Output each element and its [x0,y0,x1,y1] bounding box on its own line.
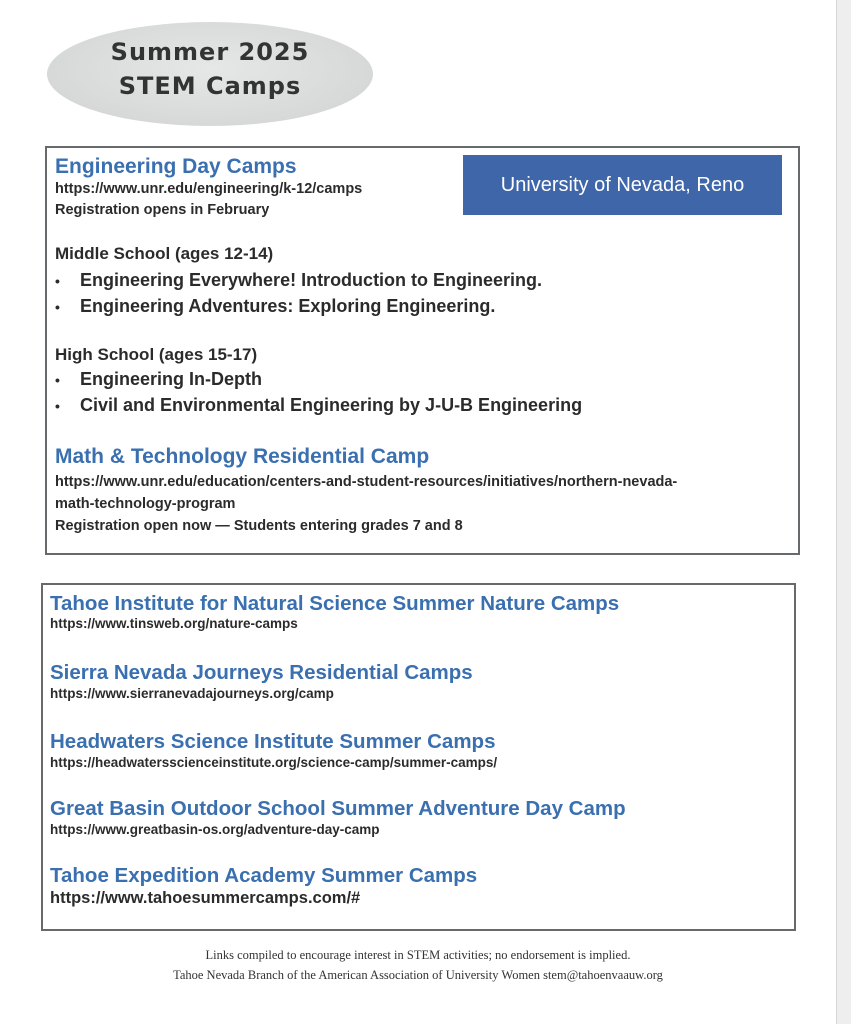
bullet-icon: • [55,273,60,289]
page-edge [836,0,851,1024]
snj-camp-url[interactable]: https://www.sierranevadajourneys.org/camp [50,686,334,701]
math-tech-registration-note: Registration open now — Students entering grades 7 and 8 [55,518,463,534]
list-item: • Civil and Environmental Engineering by J-U-B Engineering [55,395,583,415]
great-basin-camp-url[interactable]: https://www.greatbasin-os.org/adventure-day-camp [50,822,380,837]
tahoe-expedition-camp-url[interactable]: https://www.tahoesummercamps.com/# [50,889,361,907]
engineering-camps-url[interactable]: https://www.unr.edu/engineering/k-12/camps [55,181,363,197]
list-item: • Engineering In-Depth [55,369,262,389]
math-tech-url-line-1[interactable]: https://www.unr.edu/education/centers-and-student-resources/initiatives/northern-nevada- [55,474,678,490]
engineering-registration-note: Registration opens in February [55,202,270,218]
list-item: • Engineering Adventures: Exploring Engineering. [55,296,496,316]
headwaters-camp-url[interactable]: https://headwatersscienceinstitute.org/science-camp/summer-camps/ [50,755,498,770]
headwaters-camp-title: Headwaters Science Institute Summer Camps [50,730,496,753]
great-basin-camp-title: Great Basin Outdoor School Summer Adventure Day Camp [50,797,626,820]
middle-school-heading: Middle School (ages 12-14) [55,244,274,263]
footer-disclaimer: Links compiled to encourage interest in STEM activities; no endorsement is implied. [205,948,631,962]
list-item: • Engineering Everywhere! Introduction to Engineering. [55,270,543,290]
engineering-camps-title: Engineering Day Camps [55,155,297,178]
tins-camp-title: Tahoe Institute for Natural Science Summer Nature Camps [50,592,620,615]
title-badge [47,22,373,126]
math-tech-camp-title: Math & Technology Residential Camp [55,445,430,468]
title-line-1: Summer 2025 [110,38,310,66]
bullet-icon: • [55,398,60,414]
snj-camp-title: Sierra Nevada Journeys Residential Camps [50,661,473,684]
bullet-icon: • [55,299,60,315]
footer-credit: Tahoe Nevada Branch of the American Association of University Women stem@tahoenvaauw.org [173,968,663,982]
unr-badge: University of Nevada, Reno [463,155,782,215]
high-school-heading: High School (ages 15-17) [55,345,258,364]
tins-camp-url[interactable]: https://www.tinsweb.org/nature-camps [50,616,298,631]
math-tech-url-line-2[interactable]: math-technology-program [55,496,236,512]
bullet-icon: • [55,372,60,388]
tahoe-expedition-camp-title: Tahoe Expedition Academy Summer Camps [50,864,478,887]
title-line-2: STEM Camps [118,72,302,100]
